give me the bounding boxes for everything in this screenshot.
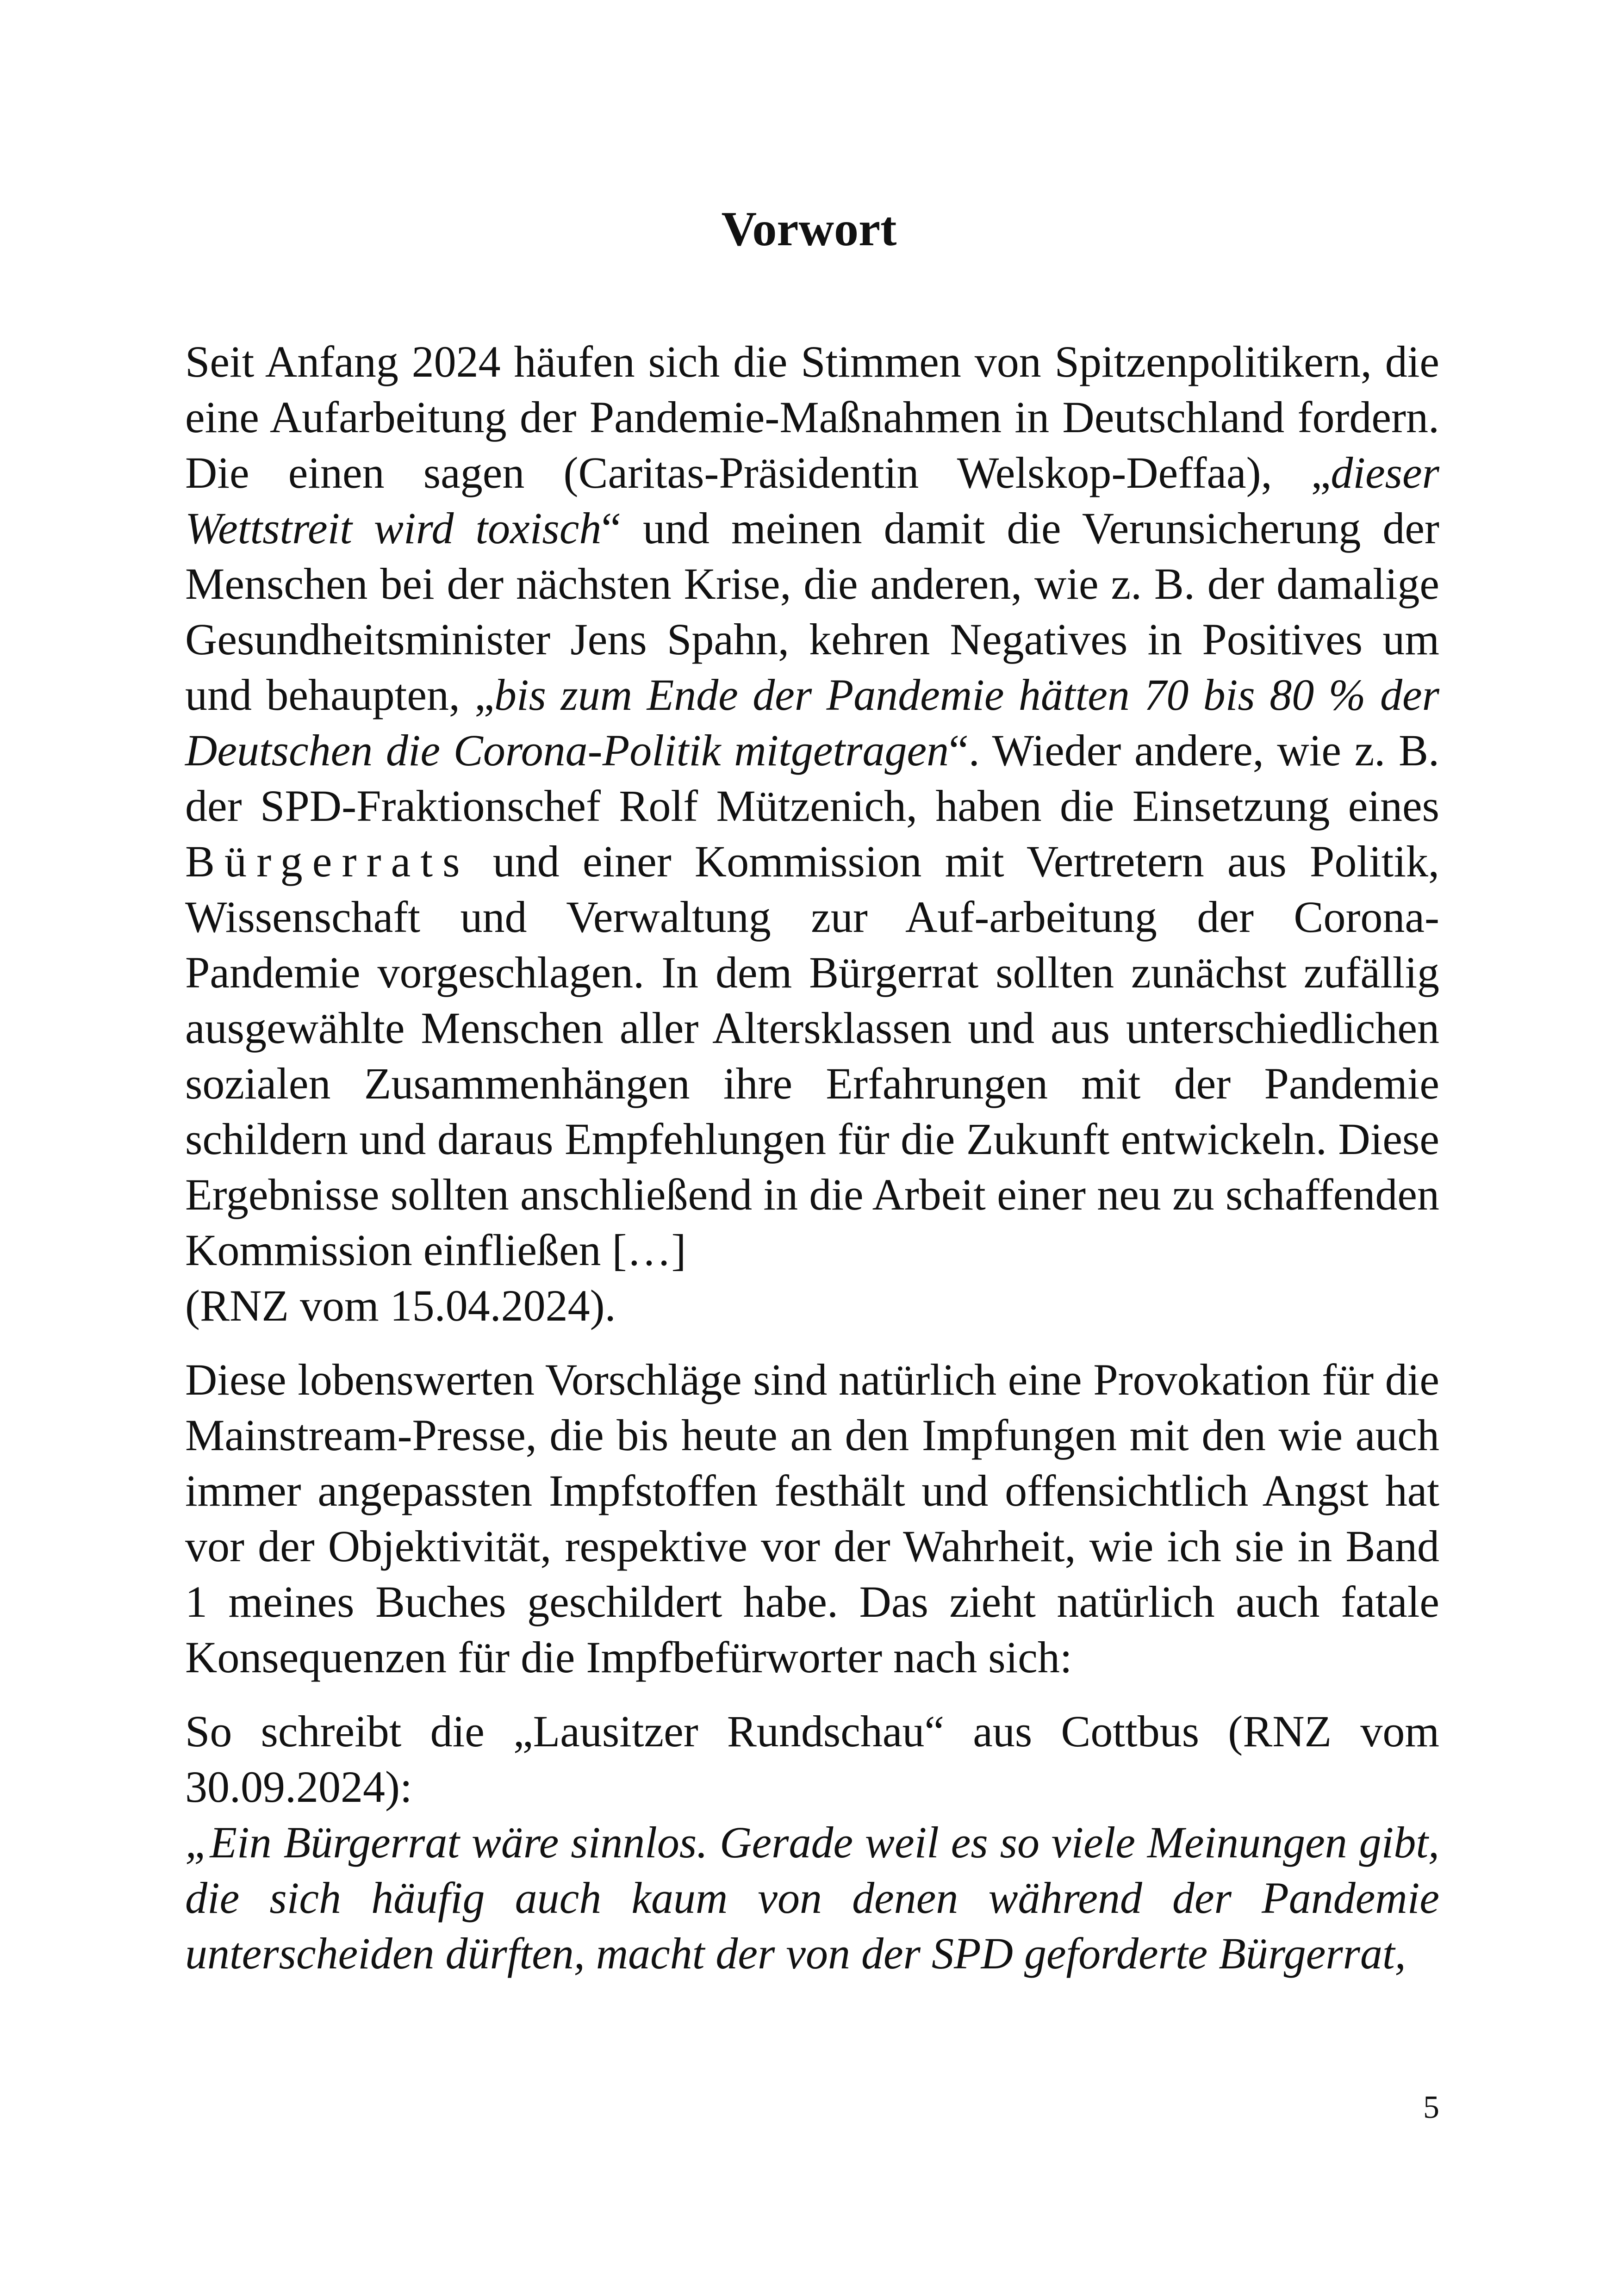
paragraph-3-intro: So schreibt die „Lausitzer Rundschau“ aus Cottbus (RNZ vom 30.09.2024): (185, 1706, 1439, 1812)
quote-lausitzer-rundschau: „Ein Bürgerrat wäre sinnlos. Gerade weil es so viele Meinungen gibt, die sich häufig auch kaum von denen während der Pandemie unterscheiden dürften, macht der von der SPD geforderte Bürgerrat, (185, 1818, 1439, 1978)
page-title: Vorwort (721, 202, 897, 256)
source-citation: (RNZ vom 15.04.2024). (185, 1281, 616, 1330)
spaced-word-buergerrats: Bürgerrats (185, 837, 470, 886)
paragraph-1-part-4: und einer Kommission mit Vertretern aus Politik, Wissenschaft und Verwaltung zur Auf-arbeitung der Corona-Pandemie vorgeschlagen. In dem Bürgerrat sollten zunächst zufällig ausgewählte Menschen aller Altersklassen und aus unterschiedlichen sozialen Zusammenhängen ihre Erfahrungen mit der Pandemie schildern und daraus Empfehlungen für die Zukunft entwickeln. Diese Ergebnisse sollten anschließend in die Arbeit einer neu zu schaffenden Kommission einfließen […] (185, 837, 1439, 1275)
paragraph-3-quote (185, 1815, 1439, 1981)
paragraph-1-part-3: “. Wieder andere, wie z. B. der SPD-Fraktionschef Rolf Mützenich, haben die Einsetzung eines (185, 726, 1440, 831)
paragraph-1-part-2: “ und meinen damit die Verunsicherung der Menschen bei der nächsten Krise, die anderen, wie z. B. der damalige Gesundheitsminister Jens Spahn, kehren Negatives in Positives um und behaupten, „ (185, 503, 1440, 720)
quote-toxisch: dieser Wettstreit wird toxisch (185, 448, 1439, 553)
paragraph-1 (185, 334, 1439, 1278)
body-text (185, 334, 1439, 1981)
quote-spahn: bis zum Ende der Pandemie hätten 70 bis 80 % der Deutschen die Corona-Politik mitgetragen (185, 670, 1440, 775)
page-number: 5 (1423, 2090, 1439, 2125)
paragraph-2: Diese lobenswerten Vorschläge sind natürlich eine Provokation für die Mainstream-Presse, die bis heute an den Impfungen mit den wie auch immer angepassten Impfstoffen festhält und offensichtlich Angst hat vor der Objektivität, respektive vor der Wahrheit, wie ich sie in Band 1 meines Buches geschildert habe. Das zieht natürlich auch fatale Konsequenzen für die Impfbefürworter nach sich: (185, 1355, 1439, 1682)
paragraph-1-part-1: Seit Anfang 2024 häufen sich die Stimmen von Spitzenpolitikern, die eine Aufarbeitung der Pandemie-Maßnahmen in Deutschland fordern. Die einen sagen (Caritas-Präsidentin Welskop-Deffaa), „ (185, 337, 1439, 497)
